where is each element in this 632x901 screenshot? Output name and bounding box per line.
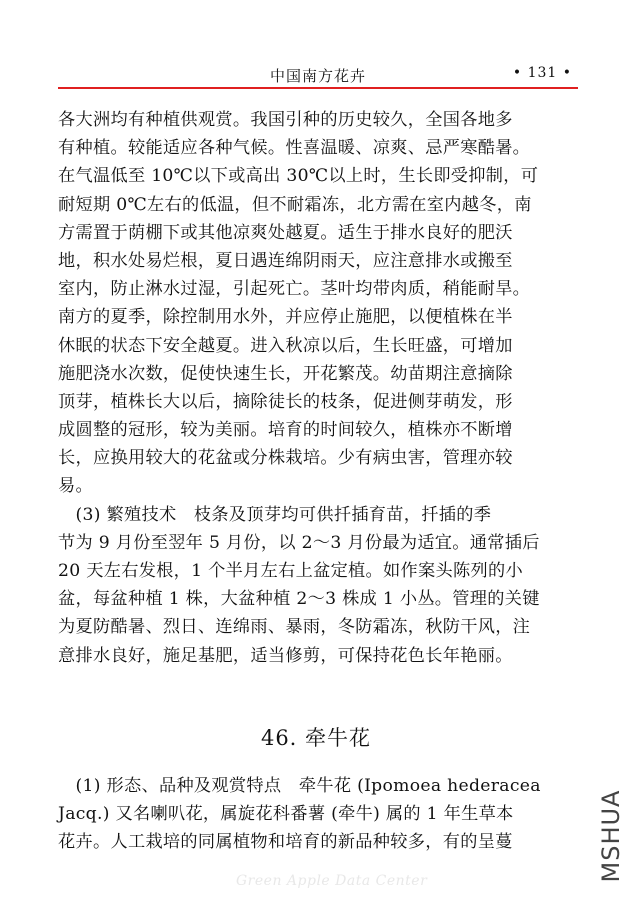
text-line: 在气温低至 10℃以下或高出 30℃以上时，生长即受抑制，可 bbox=[58, 166, 539, 187]
text-line: 各大洲均有种植供观赏。我国引种的历史较久，全国各地多 bbox=[58, 110, 513, 130]
watermark-side-text: MSHUA bbox=[597, 789, 625, 883]
text-line: 花卉。人工栽培的同属植物和培育的新品种较多，有的呈蔓 bbox=[58, 832, 513, 853]
text-line: 有种植。较能适应各种气候。性喜温暖、凉爽、忌严寒酷暑。 bbox=[58, 138, 531, 159]
section-heading: 46. 牵牛花 bbox=[260, 726, 372, 750]
running-title: 中国南方花卉 bbox=[270, 67, 367, 85]
text-line: 20 天左右发根，1 个半月左右上盆定植。如作案头陈列的小 bbox=[58, 561, 523, 581]
text-line: 成圆整的冠形，较为美丽。培育的时间较久，植株亦不断增 bbox=[58, 420, 513, 441]
text-line: 地，积水处易烂根，夏日遇连绵阴雨天，应注意排水或搬至 bbox=[58, 250, 513, 271]
text-line: 节为 9 月份至翌年 5 月份，以 2～3 月份最为适宜。通常插后 bbox=[58, 532, 540, 553]
text-line: 盆，每盆种植 1 株，大盆种植 2～3 株成 1 小丛。管理的关键 bbox=[58, 589, 540, 610]
text-line: (1) 形态、品种及观赏特点 牵牛花 (Ipomoea hederacea bbox=[58, 776, 541, 796]
page-header bbox=[58, 62, 578, 86]
body-text-block-2 bbox=[58, 772, 578, 857]
page-number: • 131 • bbox=[512, 65, 572, 81]
text-line: 方需置于荫棚下或其他凉爽处越夏。适生于排水良好的肥沃 bbox=[58, 222, 513, 243]
watermark-bottom: Green Apple Data Center bbox=[236, 873, 428, 889]
text-line: 长，应换用较大的花盆或分株栽培。少有病虫害，管理亦较 bbox=[58, 448, 513, 469]
body-text-block bbox=[58, 106, 578, 670]
text-line: Jacq.) 又名喇叭花，属旋花科番薯 (牵牛) 属的 1 年生草本 bbox=[58, 804, 514, 825]
text-line: (3) 繁殖技术 枝条及顶芽均可供扦插育苗，扦插的季 bbox=[58, 504, 492, 525]
text-line: 耐短期 0℃左右的低温，但不耐霜冻，北方需在室内越冬，南 bbox=[58, 194, 532, 215]
text-line: 南方的夏季，除控制用水外，并应停止施肥，以便植株在半 bbox=[58, 307, 513, 328]
header-rule bbox=[58, 87, 578, 89]
text-line: 室内，防止淋水过湿，引起死亡。茎叶均带肉质，稍能耐旱。 bbox=[58, 279, 531, 300]
text-line: 为夏防酷暑、烈日、连绵雨、暴雨，冬防霜冻，秋防干风，注 bbox=[58, 617, 531, 638]
text-line: 施肥浇水次数，促使快速生长，开花繁茂。幼苗期注意摘除 bbox=[58, 363, 513, 384]
text-line: 易。 bbox=[58, 476, 93, 497]
text-line: 顶芽，植株长大以后，摘除徒长的枝条，促进侧芽萌发，形 bbox=[58, 391, 513, 412]
watermark-side bbox=[598, 786, 624, 886]
text-line: 意排水良好，施足基肥，适当修剪，可保持花色长年艳丽。 bbox=[58, 645, 513, 666]
text-line: 休眠的状态下安全越夏。进入秋凉以后，生长旺盛，可增加 bbox=[58, 335, 513, 356]
